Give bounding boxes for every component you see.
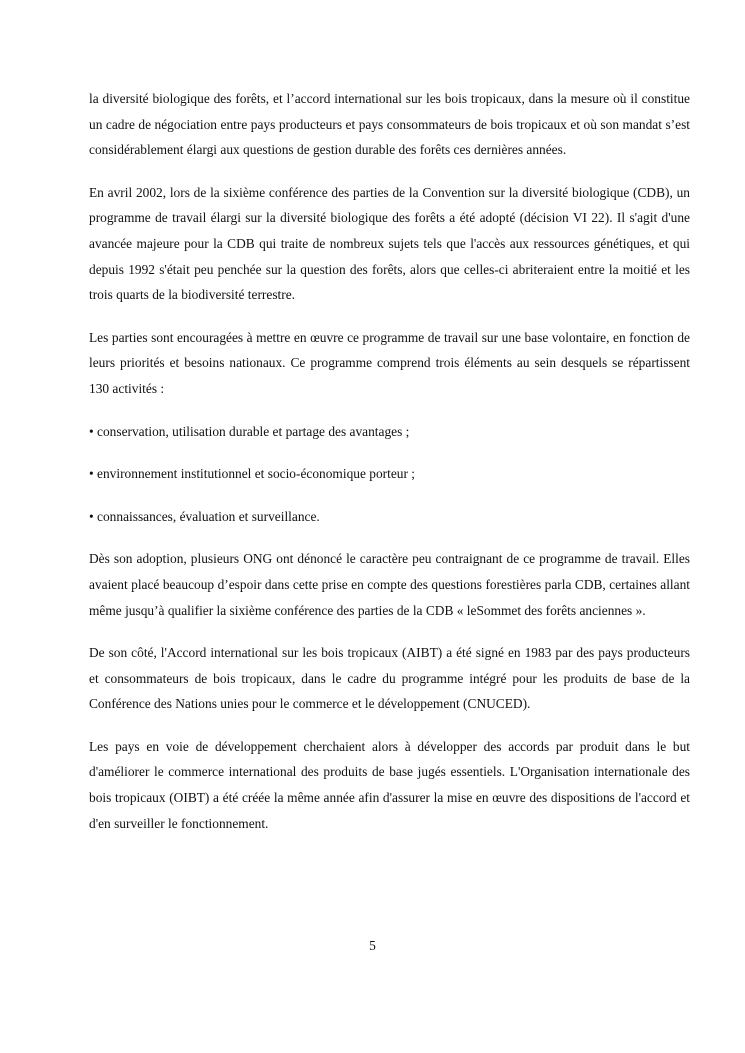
bullet-item-conservation: • conservation, utilisation durable et partage des avantages ; bbox=[89, 423, 410, 439]
paragraph-oibt-creation: Les pays en voie de développement cherchaient alors à développer des accords par produit dans le but d'améliorer le commerce international des produits de base jugés essentiels. L'Organisation internationale des bois tropicaux (OIBT) a été créée la même année afin d'assurer la mise en œuvre des dispositions de l'accord et d'en surveiller le fonctionnement. bbox=[89, 738, 690, 831]
paragraph-ngo-criticism: Dès son adoption, plusieurs ONG ont dénoncé le caractère peu contraignant de ce programme de travail. Elles avaient placé beaucoup d’espoir dans cette prise en compte des questions forestières parla CDB, certaines allant même jusqu’à qualifier la sixième conférence des parties de la CDB « leSommet des forêts anciennes ». bbox=[89, 551, 690, 618]
page-number: 5 bbox=[369, 938, 376, 953]
paragraph-forest-agreements-intro: la diversité biologique des forêts, et l’accord international sur les bois tropicaux, dans la mesure où il constitue un cadre de négociation entre pays producteurs et pays consommateurs de bois tropicaux et où son mandat s’est considérablement élargi aux questions de gestion durable des forêts ces dernières années. bbox=[89, 91, 690, 158]
bullet-item-environment: • environnement institutionnel et socio-économique porteur ; bbox=[89, 466, 415, 482]
document-body bbox=[89, 86, 690, 853]
paragraph-cdb-2002-programme: En avril 2002, lors de la sixième conférence des parties de la Convention sur la diversité biologique (CDB), un programme de travail élargi sur la diversité biologique des forêts a été adopté (décision VI 22). Il s'agit d'une avancée majeure pour la CDB qui traite de nombreux sujets tels que l'accès aux ressources génétiques, et qui depuis 1992 s'était peu penchée sur la question des forêts, alors que celles-ci abriteraient entre la moitié et les trois quarts de la biodiversité terrestre. bbox=[89, 184, 690, 303]
paragraph-aibt-1983: De son côté, l'Accord international sur les bois tropicaux (AIBT) a été signé en 1983 par des pays producteurs et consommateurs de bois tropicaux, dans le cadre du programme intégré pour les produits de base de la Conférence des Nations unies pour le commerce et le développement (CNUCED). bbox=[89, 645, 690, 712]
paragraph-parties-encouraged: Les parties sont encouragées à mettre en œuvre ce programme de travail sur une base volontaire, en fonction de leurs priorités et besoins nationaux. Ce programme comprend trois éléments au sein desquels se répartissent 130 activités : bbox=[89, 329, 690, 396]
bullet-item-knowledge: • connaissances, évaluation et surveillance. bbox=[89, 508, 320, 524]
